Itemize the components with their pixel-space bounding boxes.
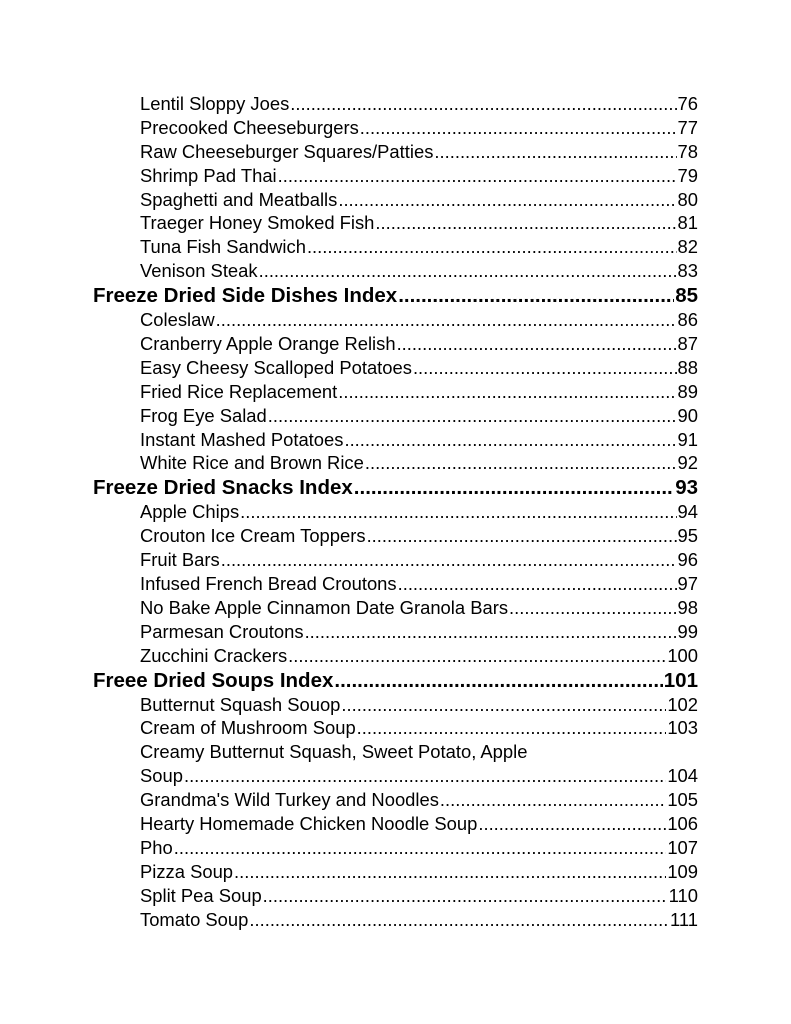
toc-entry[interactable] bbox=[93, 92, 698, 116]
toc-entry-page: 88 bbox=[677, 356, 698, 378]
dot-leader bbox=[478, 812, 666, 836]
toc-section-heading[interactable] bbox=[93, 475, 698, 500]
dot-leader bbox=[240, 500, 676, 524]
toc-entry-page: 83 bbox=[677, 260, 698, 282]
toc-entry[interactable] bbox=[93, 764, 698, 788]
toc-entry-page: 76 bbox=[677, 93, 698, 114]
toc-entry-page: 97 bbox=[677, 573, 698, 595]
toc-entry[interactable] bbox=[93, 716, 698, 740]
dot-leader bbox=[367, 524, 677, 548]
toc-entry-page: 98 bbox=[677, 596, 698, 618]
toc-entry-page: 107 bbox=[667, 836, 698, 858]
dot-leader bbox=[268, 404, 677, 428]
toc-entry-page: 91 bbox=[677, 428, 698, 450]
toc-entry[interactable] bbox=[93, 308, 698, 332]
toc-entry-title: Fruit Bars bbox=[140, 549, 220, 571]
toc-entry-page: 103 bbox=[667, 717, 698, 739]
toc-entry-title: White Rice and Brown Rice bbox=[140, 452, 364, 474]
dot-leader bbox=[234, 860, 666, 884]
dot-leader bbox=[290, 92, 676, 116]
toc-entry-page: 90 bbox=[677, 404, 698, 426]
toc-entry-title: Lentil Sloppy Joes bbox=[140, 93, 290, 114]
toc-entry[interactable] bbox=[93, 116, 698, 140]
dot-leader bbox=[398, 572, 677, 596]
dot-leader bbox=[509, 596, 677, 620]
dot-leader bbox=[307, 235, 677, 259]
dot-leader bbox=[278, 164, 677, 188]
toc-entry-title: Fried Rice Replacement bbox=[140, 380, 338, 402]
toc-entry-title: Pho bbox=[140, 836, 173, 858]
dot-leader bbox=[365, 451, 677, 475]
dot-leader bbox=[259, 259, 677, 283]
toc-entry-page: 86 bbox=[677, 309, 698, 331]
table-of-contents bbox=[93, 92, 698, 932]
toc-entry-title: No Bake Apple Cinnamon Date Granola Bars bbox=[140, 596, 509, 618]
toc-entry-title: Tuna Fish Sandwich bbox=[140, 236, 306, 258]
dot-leader bbox=[334, 668, 662, 693]
toc-entry-wrapped-line[interactable] bbox=[93, 740, 698, 764]
toc-entry-page: 79 bbox=[677, 164, 698, 186]
toc-entry-page: 110 bbox=[668, 884, 698, 906]
toc-entry-title: Shrimp Pad Thai bbox=[140, 164, 277, 186]
dot-leader bbox=[434, 140, 676, 164]
toc-entry[interactable] bbox=[93, 259, 698, 283]
toc-entry-page: 78 bbox=[677, 140, 698, 162]
dot-leader bbox=[263, 884, 668, 908]
toc-entry-title: Raw Cheeseburger Squares/Patties bbox=[140, 140, 434, 162]
toc-entry-title: Tomato Soup bbox=[140, 908, 249, 930]
toc-entry-page: 96 bbox=[677, 549, 698, 571]
dot-leader bbox=[360, 116, 677, 140]
toc-entry-page: 105 bbox=[667, 789, 698, 811]
toc-entry-title: Infused French Bread Croutons bbox=[140, 573, 397, 595]
toc-entry-title: Apple Chips bbox=[140, 501, 240, 523]
toc-entry[interactable] bbox=[93, 380, 698, 404]
dot-leader bbox=[216, 308, 677, 332]
toc-entry[interactable] bbox=[93, 356, 698, 380]
toc-entry[interactable] bbox=[93, 235, 698, 259]
toc-entry-title: Hearty Homemade Chicken Noodle Soup bbox=[140, 813, 478, 835]
toc-entry-title: Easy Cheesy Scalloped Potatoes bbox=[140, 356, 412, 378]
toc-entry[interactable] bbox=[93, 620, 698, 644]
dot-leader bbox=[249, 908, 669, 932]
toc-entry[interactable] bbox=[93, 332, 698, 356]
toc-entry-title: Venison Steak bbox=[140, 260, 258, 282]
toc-entry[interactable] bbox=[93, 188, 698, 212]
toc-entry[interactable] bbox=[93, 524, 698, 548]
toc-entry[interactable] bbox=[93, 500, 698, 524]
toc-section-page: 93 bbox=[675, 476, 698, 500]
dot-leader bbox=[305, 620, 677, 644]
dot-leader bbox=[221, 548, 677, 572]
toc-entry-title: Spaghetti and Meatballs bbox=[140, 188, 338, 210]
toc-entry-title: Grandma's Wild Turkey and Noodles bbox=[140, 789, 439, 811]
toc-entry-title: Crouton Ice Cream Toppers bbox=[140, 525, 366, 547]
toc-entry-page: 94 bbox=[677, 501, 698, 523]
toc-entry[interactable] bbox=[93, 548, 698, 572]
toc-entry-title: Traeger Honey Smoked Fish bbox=[140, 212, 375, 234]
toc-entry[interactable] bbox=[93, 211, 698, 235]
toc-entry-page: 111 bbox=[670, 908, 698, 930]
toc-section-title: Freeze Dried Side Dishes Index bbox=[93, 284, 398, 308]
toc-entry[interactable] bbox=[93, 140, 698, 164]
toc-entry-title: Frog Eye Salad bbox=[140, 404, 267, 426]
dot-leader bbox=[174, 836, 667, 860]
toc-entry-title: Cranberry Apple Orange Relish bbox=[140, 333, 396, 355]
toc-entry-title-continuation: Soup bbox=[140, 765, 183, 787]
toc-section-page: 85 bbox=[675, 284, 698, 308]
toc-entry-page: 81 bbox=[677, 212, 698, 234]
toc-entry[interactable] bbox=[93, 908, 698, 932]
toc-entry-title: Cream of Mushroom Soup bbox=[140, 717, 356, 739]
toc-entry-page: 95 bbox=[677, 525, 698, 547]
toc-entry-page: 89 bbox=[677, 380, 698, 402]
toc-entry[interactable] bbox=[93, 596, 698, 620]
toc-entry-title: Pizza Soup bbox=[140, 860, 234, 882]
toc-section-page: 101 bbox=[663, 668, 698, 692]
dot-leader bbox=[344, 428, 676, 452]
toc-entry-page: 80 bbox=[677, 188, 698, 210]
toc-entry-page: 104 bbox=[667, 765, 698, 787]
toc-entry-title: Instant Mashed Potatoes bbox=[140, 428, 344, 450]
toc-entry-page: 82 bbox=[677, 236, 698, 258]
toc-entry-page: 106 bbox=[667, 813, 698, 835]
toc-entry-title: Split Pea Soup bbox=[140, 884, 262, 906]
toc-entry[interactable] bbox=[93, 836, 698, 860]
toc-entry-page: 87 bbox=[677, 333, 698, 355]
dot-leader bbox=[354, 475, 674, 500]
dot-leader bbox=[413, 356, 677, 380]
toc-section-title: Freeze Dried Snacks Index bbox=[93, 476, 353, 500]
toc-section-heading[interactable] bbox=[93, 668, 698, 693]
toc-entry-page: 77 bbox=[677, 116, 698, 138]
toc-entry-title: Parmesan Croutons bbox=[140, 620, 304, 642]
toc-entry[interactable] bbox=[93, 572, 698, 596]
dot-leader bbox=[397, 332, 677, 356]
toc-entry-page: 109 bbox=[667, 860, 698, 882]
toc-entry-page: 99 bbox=[677, 620, 698, 642]
toc-entry[interactable] bbox=[93, 428, 698, 452]
dot-leader bbox=[184, 764, 666, 788]
toc-entry[interactable] bbox=[93, 812, 698, 836]
toc-entry[interactable] bbox=[93, 644, 698, 668]
toc-entry-page: 92 bbox=[677, 452, 698, 474]
toc-entry[interactable] bbox=[93, 404, 698, 428]
toc-entry[interactable] bbox=[93, 788, 698, 812]
toc-entry[interactable] bbox=[93, 451, 698, 475]
dot-leader bbox=[357, 716, 667, 740]
toc-entry-title: Precooked Cheeseburgers bbox=[140, 116, 359, 138]
dot-leader bbox=[341, 693, 666, 717]
dot-leader bbox=[288, 644, 666, 668]
toc-entry[interactable] bbox=[93, 860, 698, 884]
dot-leader bbox=[338, 380, 676, 404]
dot-leader bbox=[440, 788, 666, 812]
toc-section-heading[interactable] bbox=[93, 283, 698, 308]
dot-leader bbox=[375, 211, 676, 235]
toc-entry-title: Creamy Butternut Squash, Sweet Potato, Apple bbox=[140, 741, 528, 763]
dot-leader bbox=[338, 188, 676, 212]
toc-entry[interactable] bbox=[93, 884, 698, 908]
dot-leader bbox=[398, 283, 674, 308]
toc-entry-title: Coleslaw bbox=[140, 309, 215, 331]
toc-entry-page: 102 bbox=[667, 693, 698, 715]
toc-section-title: Freee Dried Soups Index bbox=[93, 668, 334, 692]
toc-entry-title: Zucchini Crackers bbox=[140, 644, 288, 666]
toc-entry[interactable] bbox=[93, 164, 698, 188]
toc-entry-page: 100 bbox=[667, 644, 698, 666]
toc-entry-title: Butternut Squash Souop bbox=[140, 693, 341, 715]
toc-entry[interactable] bbox=[93, 693, 698, 717]
